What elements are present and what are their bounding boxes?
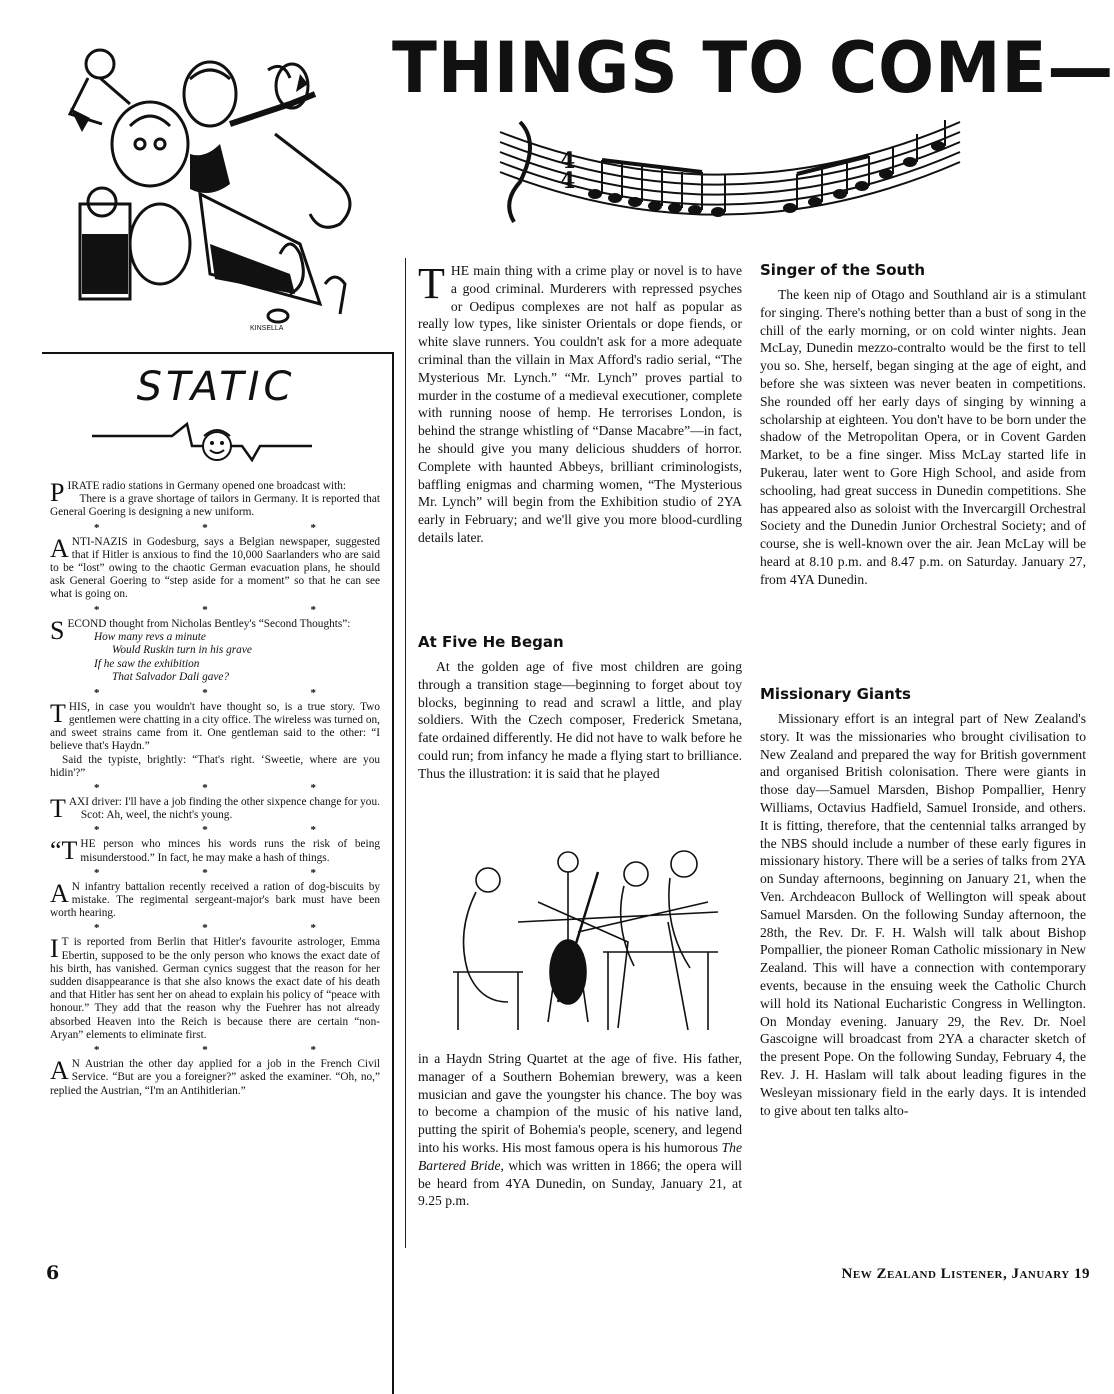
static-item: A N Austrian the other day applied for a job in the French Civil Service. “But are you a foreigner?” asked the examiner. “Oh, no,” replied the Austrian, “I'm an Antihitlerian.” xyxy=(50,1056,380,1097)
static-item-text: Scot: Ah, weel, the nicht's young. xyxy=(80,809,233,822)
illustrator-signature: KINSELLA xyxy=(250,325,284,332)
separator: * * * xyxy=(94,521,366,534)
separator: * * * xyxy=(94,782,366,795)
section-heading: Missionary Giants xyxy=(760,685,911,703)
music-staff-illustration xyxy=(490,112,978,242)
verse-line: That Salvador Dali gave? xyxy=(112,671,230,684)
missionary-article xyxy=(760,684,1086,1119)
static-title: STATIC xyxy=(136,364,296,410)
static-item: THIS, in case you wouldn't have thought so, is a true story. Two gentlemen were chatting in a city office. The wireless was turned on, and sweet strains came from it. One gentleman said to the other: “I believe that's Haydn.” xyxy=(50,698,380,753)
svg-text:4: 4 xyxy=(560,148,576,174)
jazz-band-illustration xyxy=(40,34,362,334)
static-item: I T is reported from Berlin that Hitler's favourite astrologer, Emma Ebertin, supposed to be the only person who knows the exact date of his birth, has vanished. German cynics suggest that the reason for her sudden disappearance is that she also knows the exact date of his death and that Hitler has sent her on ahead to explain his policy of “peace with honour.” They add that the reason why the Fuehrer has not already absorbed Heaven into the Reich is because there are certain “non-Aryan” elements to eliminate first. xyxy=(50,934,380,1041)
crime-body: HE main thing with a crime play or novel is to have a good criminal. Murderers with repressed psyches or Oedipus complexes are not half as popular as really low types, like sinister Orientals or dope fiends, or white slave runners. You couldn't ask for a more adequate criminal than the villain in Max Afford's radio serial, “The Mysterious Mr. Lynch.” “Mr. Lynch” proves partial to murder in the costume of a medieval executioner, complete with running noose of hemp. He terrorises London, is behind the strange whistling of “Danse Macabre”—in fact, he should give you many delicious shudders of horror. Complete with haunted Abbeys, brilliant criminologists, baffling enigmas and charming women, “The Mysterious Mr. Lynch” will begin from the Exhibition studio of 2YA early in February; and we'll give you more blood-curdling details later. xyxy=(418,263,742,545)
separator: * * * xyxy=(94,824,366,837)
separator: * * * xyxy=(94,866,366,879)
missionary-text: Missionary effort is an integral part of New Zealand's story. It was the missionaries who brought civilisation to New Zealand and prepared the way for British government and organised British colonisation. There were giants in those day—Samuel Marsden, Bishop Pompallier, Henry Williams, Octavius Hadfield, Samuel Ironside, and others. It is fitting, therefore, that the centennial talks arranged by the NBS should include a number of these early figures in missionary history. There will be a series of talks from 2YA on Sunday afternoons, beginning on January 21, when the Ven. Archdeacon Bullock of Wellington will speak about Samuel Marsden. On the following Sunday afternoon, the 28th, the Rev. Dr. F. H. Walsh will talk about Bishop Pompallier, the pioneer Roman Catholic missionary in New Zealand. This will have a connection with contemporary events, because in the ensuing week the Catholic Church will hold its National Eucharistic Congress in Wellington. On Monday evening. January 29, the Rev. Dr. Noel Gascoigne will broadcast from 2YA a character sketch of the present Pope. On the following Sunday, February 4, the Rev. J. H. Haslam will talk about leading figures in the Wesleyan missionary field in the early days. It is intended to give about ten talks alto- xyxy=(760,711,1086,1118)
separator: * * * xyxy=(94,603,366,616)
separator: * * * xyxy=(94,1044,366,1057)
section-heading: At Five He Began xyxy=(418,633,564,651)
static-item: A N infantry battalion recently received a ration of dog-biscuits by mistake. The regimental sergeant-major's bark must have been worth hearing. xyxy=(50,878,380,920)
five-text-b: , which was written in 1866; the opera will be heard from 4YA Dunedin, on Sunday, January 21, at 9.25 p.m. xyxy=(418,1157,743,1209)
verse-line: If he saw the exhibition xyxy=(94,657,200,670)
svg-text:4: 4 xyxy=(560,168,576,194)
section-heading: Singer of the South xyxy=(760,261,926,279)
separator: * * * xyxy=(94,922,366,935)
five-text-continued xyxy=(418,1050,742,1210)
column-rule xyxy=(405,258,406,1248)
five-text-a: in a Haydn String Quartet at the age of five. His father, manager of a Southern Bohemian brewery, was a keen musician and gave the youngster his chance. The boy was to become a champion of the music of his native land, putting the spirit of Bohemia's people, scenery, and legend into his works. His most famous opera is his humorous xyxy=(418,1051,742,1155)
verse xyxy=(50,631,380,685)
dropcap: T xyxy=(418,259,445,308)
separator: * * * xyxy=(94,686,366,699)
page-headline: THINGS TO COME— xyxy=(392,27,1114,109)
singer-text: The keen nip of Otago and Southland air is a stimulant for singing. There's nothing better than a bust of song in the chill of the early morning, or on cold winter nights. Jean McLay, Dunedin mezzo-contralto would be the first to tell you so. She, herself, began singing at the age of eight, and before she was sixteen was never beaten in competitions. She rounded off her early days of singing by winning a scholarship at eighteen. You don't have to be born under the shadow of the Metropolitan Opera, or in Covent Garden Market, to be a fine singer. Miss McLay started life in Pukerau, later went to Gore High School, and aside from schooling, had great success in Dunedin competitions. She has appeared also as soloist with the Invercargill Orchestral Society and the Dunedin Junior Orchestral Society; and of course, she is well-known over the air. Jean McLay will be heard at 8.10 p.m. and 8.47 p.m. on Saturday. January 27, from 4YA Dunedin. xyxy=(760,287,1086,587)
static-logo-icon xyxy=(92,420,312,468)
five-article-continued xyxy=(418,1050,742,1210)
opera-title: The Bartered Bride xyxy=(418,1139,742,1173)
crime-text xyxy=(418,259,742,547)
verse-line: Would Ruskin turn in his grave xyxy=(112,644,252,657)
verse-line: How many revs a minute xyxy=(94,630,206,643)
crime-article xyxy=(418,259,742,547)
static-item: ANTI-NAZIS in Godesburg, says a Belgian newspaper, suggested that if Hitler is anxious to find the 10,000 Saarlanders who are said to be “lost” owing to the chaotic German evacuation plans, he should ask General Goering to “step aside for a moment” so that he can see what is going on. xyxy=(50,533,380,601)
static-item-text: Said the typiste, brightly: “That's right. ‘Sweetie, where are you hidin'?” xyxy=(50,753,380,779)
static-item: SECOND thought from Nicholas Bentley's “Second Thoughts”: xyxy=(50,615,351,645)
static-item: PIRATE radio stations in Germany opened one broadcast with: xyxy=(50,478,347,507)
static-item: “THE person who minces his words runs the risk of being misunderstood.” In fact, he may make a hash of things. xyxy=(50,836,380,866)
five-text: At the golden age of five most children are going through a transition stage—beginning to forget about toy blocks, beginning to read and scrawl a little, and play soldiers. With the Czech composer, Frederick Smetana, fate ordained differently. He did not have to walk before he could run; from infancy he made a flying start to brilliance. Thus the illustration: it is said that he played xyxy=(418,659,742,781)
drummer-head-icon xyxy=(86,50,114,78)
page-number: 6 xyxy=(46,1262,60,1284)
string-quartet-illustration xyxy=(418,832,744,1032)
static-item-text: There is a grave shortage of tailors in Germany. It is reported that General Goering is designing a new uniform. xyxy=(50,493,380,519)
five-article xyxy=(418,632,742,783)
singer-article xyxy=(760,260,1086,589)
publication-footer: New Zealand Listener, January 19 xyxy=(841,1266,1090,1282)
static-item: TAXI driver: I'll have a job finding the other sixpence change for you. xyxy=(50,794,380,824)
static-items xyxy=(50,480,380,1098)
